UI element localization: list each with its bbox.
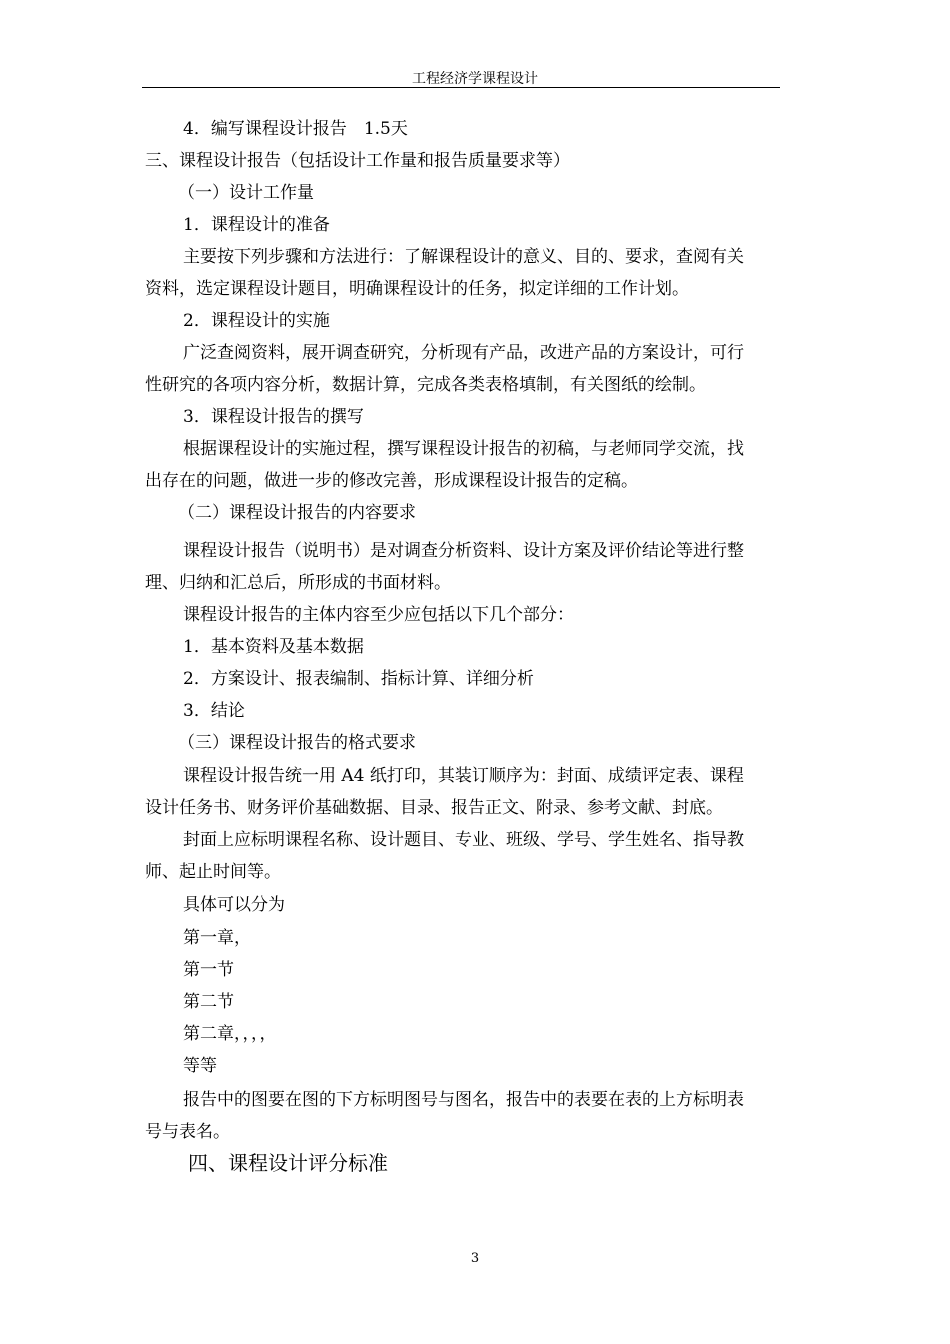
paragraph-line: 资料，选定课程设计题目，明确课程设计的任务，拟定详细的工作计划。 (145, 279, 689, 299)
subsection-two-heading: （二）课程设计报告的内容要求 (178, 503, 416, 523)
paragraph-line: 设计任务书、财务评价基础数据、目录、报告正文、附录、参考文献、封底。 (145, 798, 723, 818)
header-rule (142, 87, 780, 88)
chapter-example: 第一章， (183, 928, 251, 948)
running-header: 工程经济学课程设计 (412, 71, 538, 87)
paragraph-line: 性研究的各项内容分析，数据计算，完成各类表格填制，有关图纸的绘制。 (145, 375, 706, 395)
section-example: 第一节 (183, 960, 234, 980)
paragraph-line: 师、起止时间等。 (145, 862, 281, 882)
chapter-example: 第二章，，，， (183, 1024, 277, 1044)
schedule-item-4: 4．编写课程设计报告 1.5天 (183, 119, 408, 139)
subsection-three-heading: （三）课程设计报告的格式要求 (178, 733, 416, 753)
list-item: 3．结论 (183, 701, 245, 721)
paragraph-line: 理、归纳和汇总后，所形成的书面材料。 (145, 573, 451, 593)
paragraph-line: 报告中的图要在图的下方标明图号与图名，报告中的表要在表的上方标明表 (183, 1090, 744, 1110)
item-preparation-heading: 1．课程设计的准备 (183, 215, 330, 235)
paragraph-line: 号与表名。 (145, 1122, 230, 1142)
subsection-one-heading: （一）设计工作量 (178, 183, 314, 203)
paragraph-line: 具体可以分为 (183, 895, 285, 915)
item-writing-heading: 3．课程设计报告的撰写 (183, 407, 364, 427)
paragraph-line: 广泛查阅资料，展开调查研究，分析现有产品，改进产品的方案设计，可行 (183, 343, 744, 363)
item-implementation-heading: 2．课程设计的实施 (183, 311, 330, 331)
paragraph-line: 主要按下列步骤和方法进行：了解课程设计的意义、目的、要求，查阅有关 (183, 247, 744, 267)
paragraph-line: 根据课程设计的实施过程，撰写课程设计报告的初稿，与老师同学交流，找 (183, 439, 744, 459)
section-four-heading: 四、课程设计评分标准 (188, 1151, 388, 1175)
list-item: 2．方案设计、报表编制、指标计算、详细分析 (183, 669, 534, 689)
paragraph-line: 出存在的问题，做进一步的修改完善，形成课程设计报告的定稿。 (145, 471, 638, 491)
paragraph-line: 课程设计报告的主体内容至少应包括以下几个部分： (183, 605, 574, 625)
paragraph-line: 课程设计报告（说明书）是对调查分析资料、设计方案及评价结论等进行整 (183, 541, 744, 561)
paragraph-line: 等等 (183, 1056, 217, 1076)
page-number: 3 (470, 1251, 480, 1266)
list-item: 1．基本资料及基本数据 (183, 637, 364, 657)
paragraph-line: 课程设计报告统一用 A4 纸打印，其装订顺序为：封面、成绩评定表、课程 (183, 766, 744, 786)
paragraph-line: 封面上应标明课程名称、设计题目、专业、班级、学号、学生姓名、指导教 (183, 830, 744, 850)
section-three-heading: 三、课程设计报告（包括设计工作量和报告质量要求等） (145, 151, 570, 171)
section-example: 第二节 (183, 992, 234, 1012)
